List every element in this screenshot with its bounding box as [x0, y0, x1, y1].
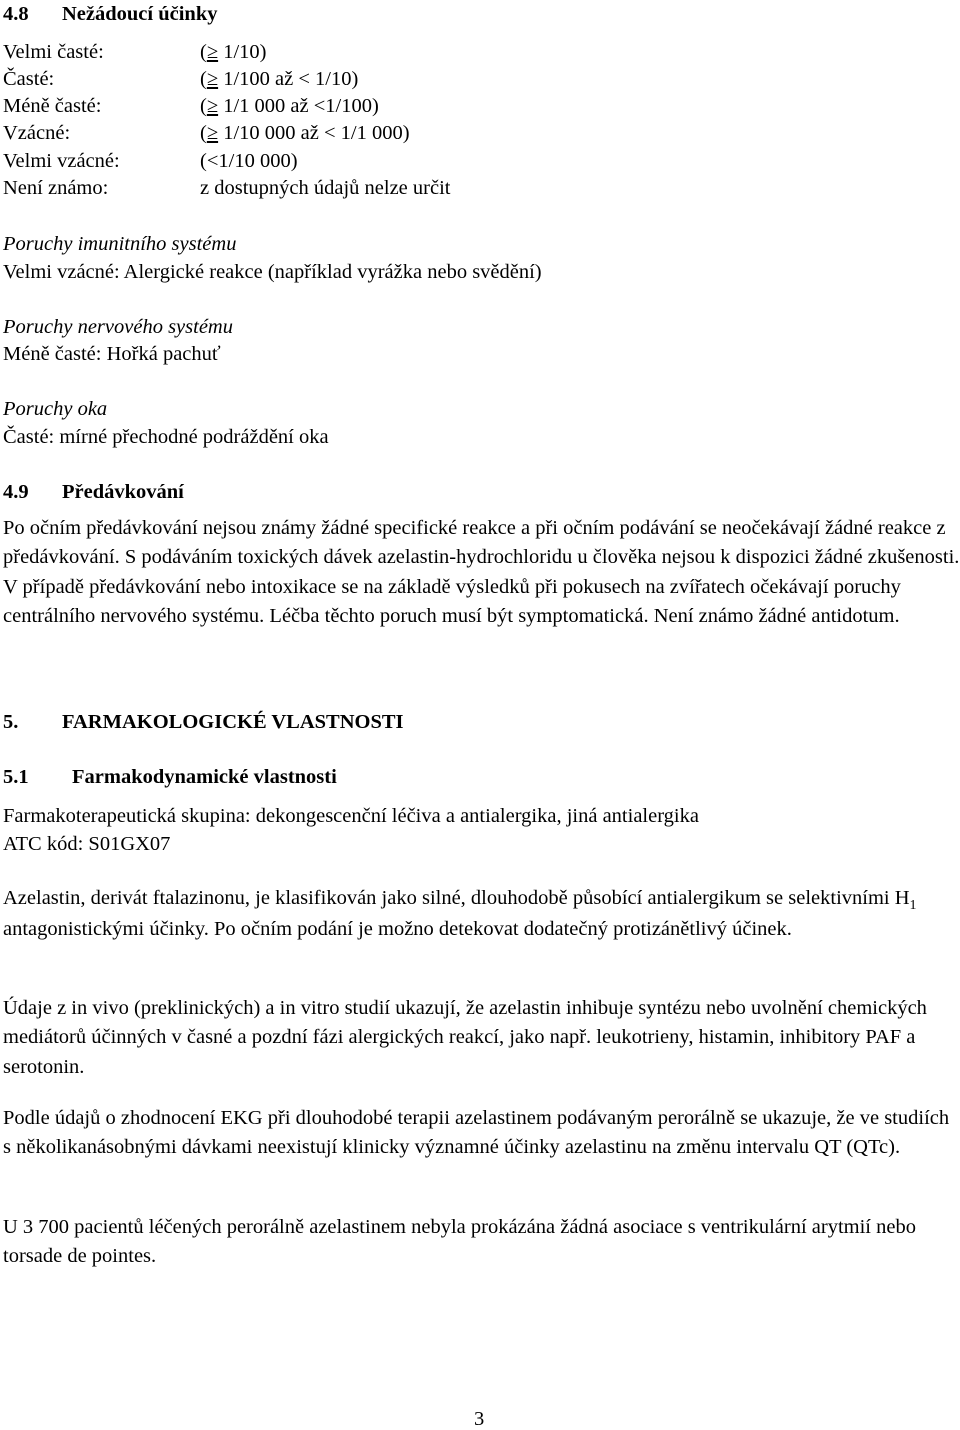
effect-heading: Poruchy oka	[3, 398, 108, 420]
freq-label: Méně časté:	[3, 95, 102, 117]
effect-text: Velmi vzácné: Alergické reakce (například vyrážka nebo svědění)	[3, 261, 542, 283]
section-number-4-9: 4.9	[3, 481, 29, 503]
freq-label: Vzácné:	[3, 122, 71, 144]
section-number-5: 5.	[3, 711, 19, 733]
overdose-paragraph: Po očním předávkování nejsou známy žádné specifické reakce a při očním podávání se neočekávají žádné reakce z předávkování. S podáváním toxických dávek azelastin-hydrochloridu u člověka nejsou k dispozici žádné zkušenosti. V případě předávkování nebo intoxikace se na základě výsledků při pokusech na zvířatech očekávají poruchy centrálního nervového systému. Léčba těchto poruch musí být symptomatická. Není známo žádné antidotum.	[3, 517, 960, 628]
freq-value: (<1/10 000)	[200, 150, 298, 172]
freq-label: Není známo:	[3, 177, 109, 199]
freq-value: z dostupných údajů nelze určit	[200, 177, 451, 199]
effect-text: Časté: mírné přechodné podráždění oka	[3, 426, 329, 448]
section-number-4-8: 4.8	[3, 3, 29, 25]
page-number: 3	[474, 1408, 485, 1430]
freq-value: (≥ 1/10 000 až < 1/1 000)	[200, 122, 410, 144]
subscript-1: 1	[909, 898, 917, 913]
freq-label: Velmi vzácné:	[3, 150, 120, 172]
effect-text: Méně časté: Hořká pachuť	[3, 343, 221, 365]
azelastin-paragraph: Azelastin, derivát ftalazinonu, je klasifikován jako silné, dlouhodobě působící antialergikum se selektivními $H_1$ antagonistickými účinky. Po očním podání je možno detekovat dodatečný protizánětlivý účinek.	[3, 887, 917, 941]
section-title-4-8: Nežádoucí účinky	[62, 3, 218, 25]
freq-value: (≥ 1/1 000 až <1/100)	[200, 95, 379, 117]
section-title-4-9: Předávkování	[62, 481, 184, 503]
ekg-paragraph: Podle údajů o zhodnocení EKG při dlouhodobé terapii azelastinem podávaným perorálně se ukazuje, že ve studiích s několikanásobnými dávkami neexistují klinicky významné účinky azelastinu na změnu intervalu QT (QTc).	[3, 1107, 950, 1159]
freq-label: Časté:	[3, 68, 55, 90]
atc-code: ATC kód: S01GX07	[3, 833, 171, 855]
effect-heading: Poruchy nervového systému	[3, 316, 233, 338]
pharmacotherapeutic-group: Farmakoterapeutická skupina: dekongescenční léčiva a antialergika, jiná antialergika	[3, 805, 699, 827]
freq-value: (≥ 1/100 až < 1/10)	[200, 68, 359, 90]
section-number-5-1: 5.1	[3, 766, 29, 788]
invivo-paragraph: Údaje z in vivo (preklinických) a in vitro studií ukazují, že azelastin inhibuje syntézu nebo uvolnění chemických mediátorů účinných v časné a pozdní fázi alergických reakcí, jako např. leukotrieny, histamin, inhibitory PAF a serotonin.	[3, 997, 927, 1078]
patients-paragraph: U 3 700 pacientů léčených perorálně azelastinem nebyla prokázána žádná asociace s ventrikulární arytmií nebo torsade de pointes.	[3, 1216, 916, 1268]
freq-label: Velmi časté:	[3, 41, 104, 63]
freq-value: (≥ 1/10)	[200, 41, 267, 63]
section-title-5-1: Farmakodynamické vlastnosti	[72, 766, 337, 788]
effect-heading: Poruchy imunitního systému	[3, 233, 237, 255]
section-title-5: FARMAKOLOGICKÉ VLASTNOSTI	[62, 711, 404, 733]
